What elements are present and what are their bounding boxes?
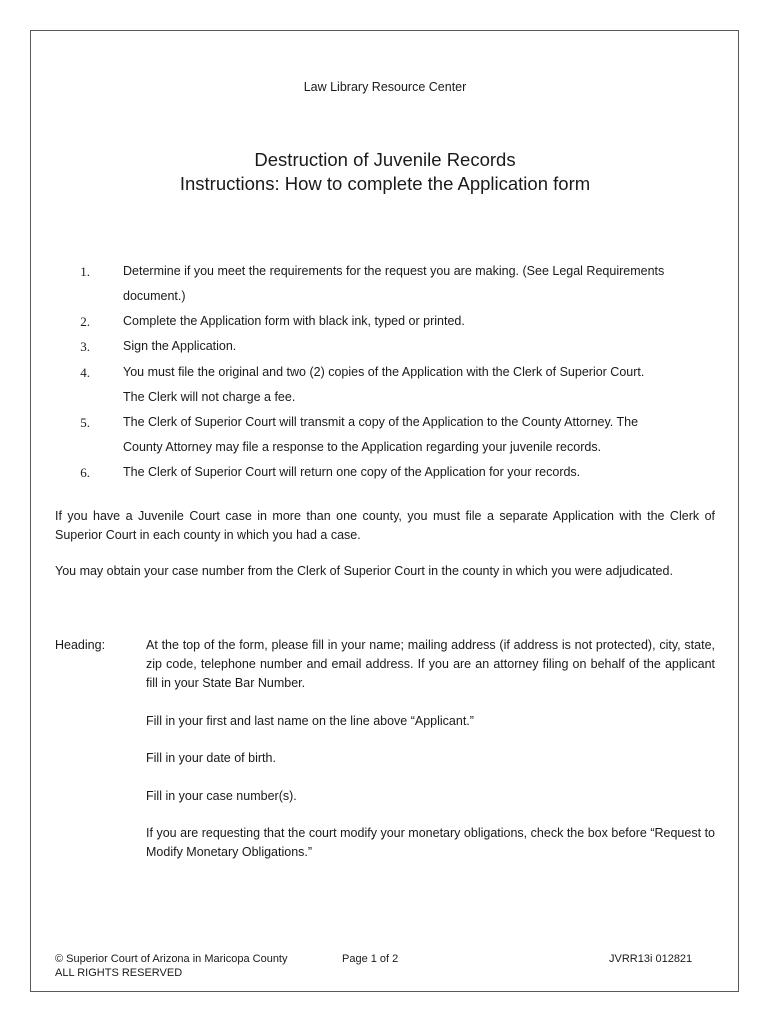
organization-name: Law Library Resource Center <box>303 80 467 94</box>
heading-instruction: Fill in your case number(s). <box>146 789 297 803</box>
step-number: 5. <box>80 415 90 430</box>
step-text: Determine if you meet the requirements for the request you are making. (See Legal Requirements <box>123 264 665 278</box>
step-text: Complete the Application form with black ink, typed or printed. <box>123 314 465 328</box>
heading-instruction: At the top of the form, please fill in your name; mailing address (if address is not protected), city, state, zip code, telephone number and email address. If you are an attorney filing on behalf of the applicant fill in your State Bar Number. <box>146 638 715 690</box>
step-text-continued: document.) <box>123 289 186 303</box>
step-item <box>123 410 723 460</box>
step-text: Sign the Application. <box>123 339 237 353</box>
step-text-continued: The Clerk will not charge a fee. <box>123 390 296 404</box>
case-number-paragraph: You may obtain your case number from the Clerk of Superior Court in the county in which you were adjudicated. <box>55 564 673 578</box>
page-number: Page 1 of 2 <box>342 953 399 965</box>
step-item <box>123 334 723 359</box>
step-number: 1. <box>80 264 90 279</box>
step-text-continued: County Attorney may file a response to the Application regarding your juvenile records. <box>123 440 602 454</box>
heading-label: Heading: <box>55 638 106 652</box>
document-subtitle: Instructions: How to complete the Application form <box>179 173 591 194</box>
step-text: The Clerk of Superior Court will return one copy of the Application for your records. <box>123 465 581 479</box>
rights-text: ALL RIGHTS RESERVED <box>55 967 183 979</box>
step-item <box>123 360 723 410</box>
footer-copyright <box>55 952 288 980</box>
step-number: 3. <box>80 339 90 354</box>
document-title: Destruction of Juvenile Records <box>254 149 516 170</box>
heading-instruction: If you are requesting that the court modify your monetary obligations, check the box before “Request to Modify Monetary Obligations.” <box>146 826 715 859</box>
step-number: 4. <box>80 365 90 380</box>
step-item <box>123 460 723 485</box>
heading-instruction: Fill in your date of birth. <box>146 751 276 765</box>
form-code: JVRR13i 012821 <box>609 953 693 965</box>
step-item <box>123 309 723 334</box>
step-text: You must file the original and two (2) copies of the Application with the Clerk of Superior Court. <box>123 365 645 379</box>
step-number: 2. <box>80 314 90 329</box>
step-text: The Clerk of Superior Court will transmit a copy of the Application to the County Attorney. The <box>123 415 639 429</box>
copyright-text: © Superior Court of Arizona in Maricopa County <box>55 953 288 965</box>
multiple-counties-paragraph: If you have a Juvenile Court case in more than one county, you must file a separate Application with the Clerk of Superior Court in each county in which you had a case. <box>55 509 715 542</box>
heading-instruction: Fill in your first and last name on the line above “Applicant.” <box>146 714 474 728</box>
step-number: 6. <box>80 465 90 480</box>
step-item <box>123 259 723 309</box>
